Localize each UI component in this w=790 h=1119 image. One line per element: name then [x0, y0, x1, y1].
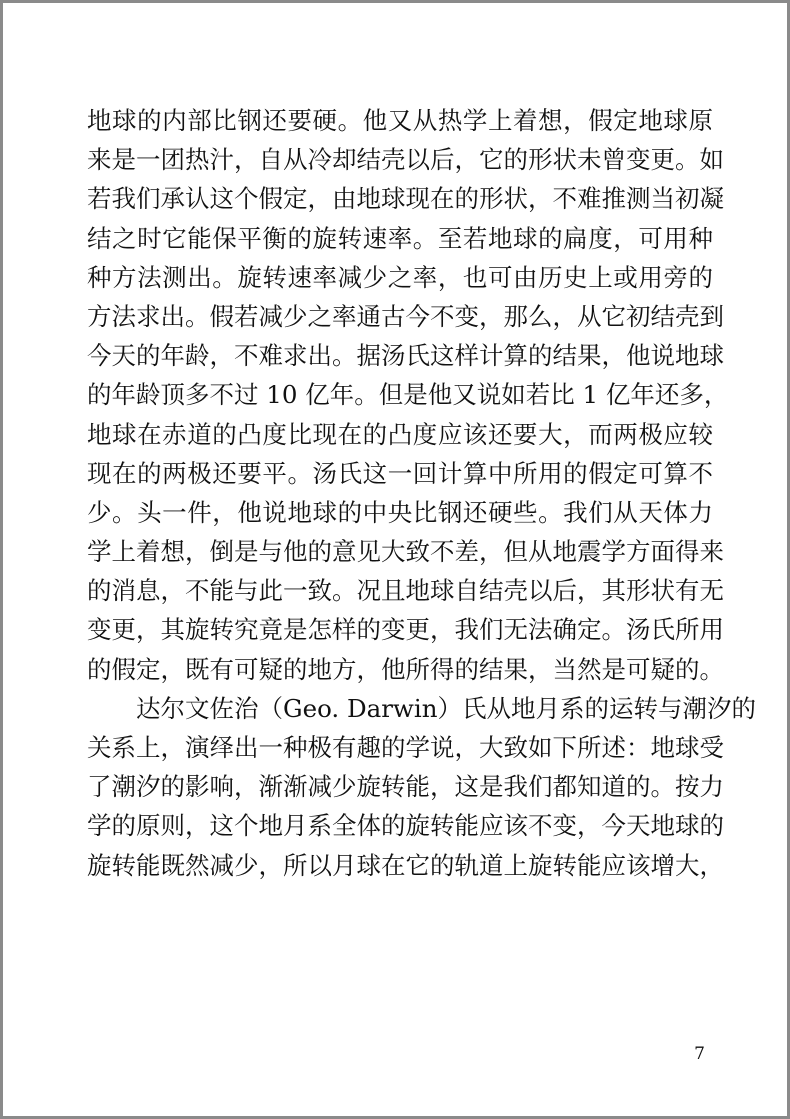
text-line: 学上着想，倒是与他的意见大致不差，但从地震学方面得来	[87, 537, 724, 567]
text-line: 的年龄顶多不过 10 亿年。但是他又说如若比 1 亿年还多，	[87, 380, 729, 410]
text-line: 地球的内部比钢还要硬。他又从热学上着想，假定地球原	[87, 106, 713, 135]
body-text	[87, 101, 757, 885]
text-line: 关系上，演绎出一种极有趣的学说，大致如下所述：地球受	[87, 733, 724, 762]
page-number: 7	[694, 1044, 705, 1064]
text-line: 来是一团热汁，自从冷却结壳以后，它的形状未曾变更。如	[87, 145, 724, 175]
text-line: 若我们承认这个假定，由地球现在的形状，不难推测当初凝	[87, 184, 724, 214]
text-line: 地球在赤道的凸度比现在的凸度应该还要大，而两极应较	[87, 419, 713, 449]
text-line: 的假定，既有可疑的地方，他所得的结果，当然是可疑的。	[87, 654, 724, 684]
text-line: 的消息，不能与此一致。况且地球自结壳以后，其形状有无	[87, 576, 724, 606]
text-line: 达尔文佐治（Geo. Darwin）氏从地月系的运转与潮汐的	[136, 693, 757, 723]
paragraph-1	[87, 101, 729, 689]
text-line: 方法求出。假若减少之率通古今不变，那么，从它初结壳到	[87, 301, 724, 331]
text-line: 结之时它能保平衡的旋转速率。至若地球的扁度，可用种	[87, 223, 713, 253]
text-line: 变更，其旋转究竟是怎样的变更，我们无法确定。汤氏所用	[87, 615, 724, 645]
text-line: 种方法测出。旋转速率减少之率，也可由历史上或用旁的	[87, 262, 713, 292]
text-line: 了潮汐的影响，渐渐减少旋转能，这是我们都知道的。按力	[87, 772, 724, 802]
text-line: 今天的年龄，不难求出。据汤氏这样计算的结果，他说地球	[87, 341, 724, 371]
text-line: 学的原则，这个地月系全体的旋转能应该不变，今天地球的	[87, 811, 724, 841]
text-line: 少。头一件，他说地球的中央比钢还硬些。我们从天体力	[87, 497, 713, 527]
text-line: 旋转能既然减少，所以月球在它的轨道上旋转能应该增大，	[87, 850, 724, 880]
text-line: 现在的两极还要平。汤氏这一回计算中所用的假定可算不	[87, 458, 713, 488]
paragraph-2	[87, 689, 757, 885]
